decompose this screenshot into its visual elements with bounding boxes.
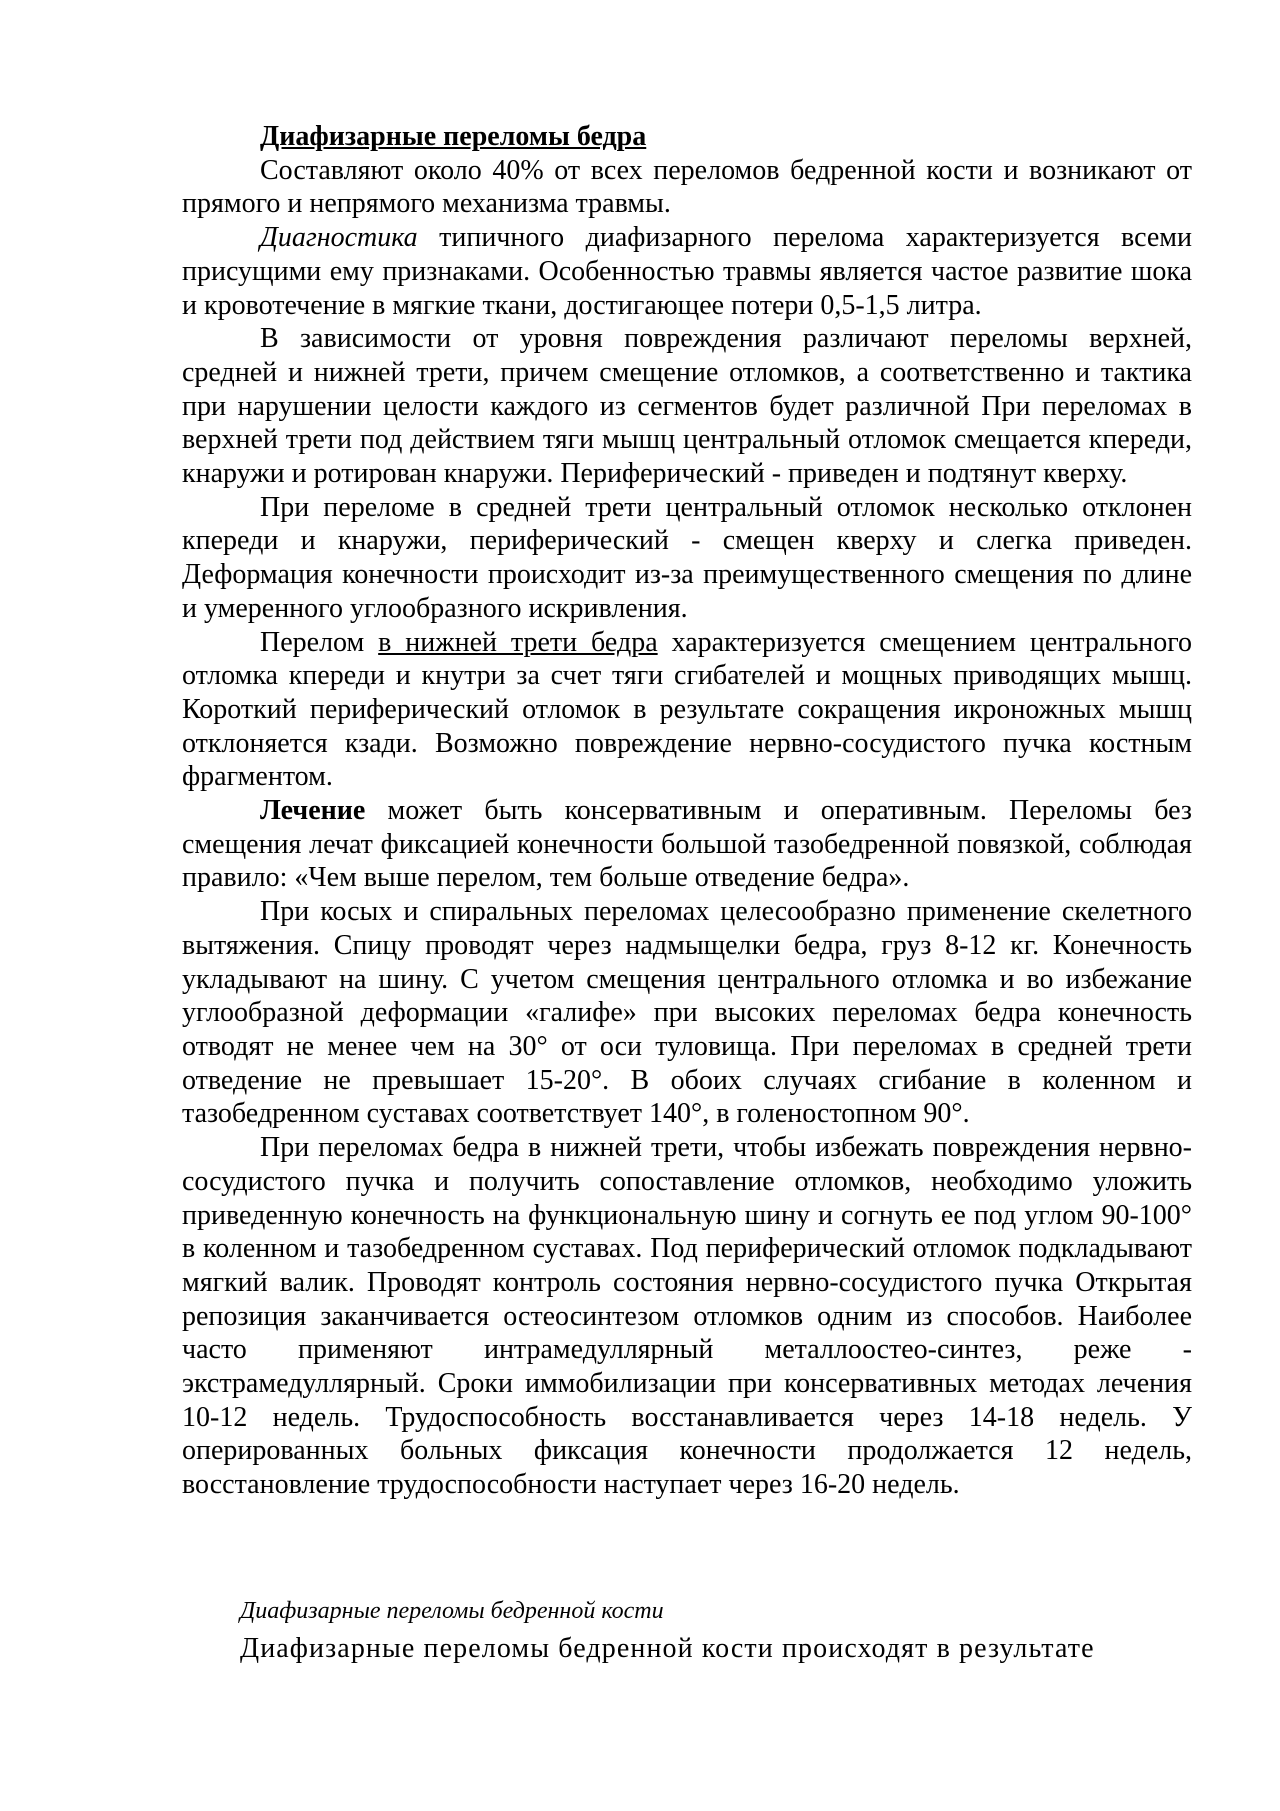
- paragraph-lower-third-treatment: При переломах бедра в нижней трети, чтобы избежать повреждения нервно-сосудистого пучка и получить сопоставление отломков, необходимо уложить приведенную конечность на функциональную шину и согнуть ее под углом 90-100° в коленном и тазобедренном суставах. Под периферический отломок подкладывают мягкий валик. Проводят контроль состояния нервно-сосудистого пучка Открытая репозиция заканчивается остеосинтезом отломков одним из способов. Наиболее часто применяют интрамедуллярный металлоостео-синтез, реже - экстрамедуллярный. Сроки иммобилизации при консервативных методах лечения 10-12 недель. Трудоспособность восстанавливается через 14-18 недель. У оперированных больных фиксация конечности продолжается 12 недель, восстановление трудоспособности наступает через 16-20 недель.: [182, 1132, 1192, 1501]
- paragraph-traction: При косых и спиральных переломах целесообразно применение скелетного вытяжения. Спицу проводят через надмыщелки бедра, груз 8-12 кг. Конечность укладывают на шину. С учетом смещения центрального отломка и во избежание углообразной деформации «галифе» при высоких переломах бедра конечность отводят не менее чем на 30° от оси туловища. При переломах в средней трети отведение не превышает 15-20°. В обоих случаях сгибание в коленном и тазобедренном суставах соответствует 140°, в голеностопном 90°.: [182, 896, 1192, 1130]
- paragraph-treatment: [182, 794, 1192, 895]
- paragraph-displacement: В зависимости от уровня повреждения различают переломы верхней, средней и нижней трети, причем смещение отломков, а соответственно и тактика при нарушении целости каждого из сегментов будет различной При переломах в верхней трети под действием тяги мышц центральный отломок смещается кпереди, кнаружи и ротирован кнаружи. Периферический - приведен и подтянут кверху.: [182, 323, 1192, 490]
- diagnostics-text: типичного диафизарного перелома характеризуется всеми присущими ему признаками. Особенностью травмы является частое развитие шока и кровотечение в мягкие ткани, достигающее потери 0,5-1,5 литра.: [182, 222, 1192, 321]
- lower-third-lead: Перелом: [260, 626, 379, 658]
- paragraph-middle-third: При переломе в средней трети центральный отломок несколько отклонен кпереди и кнаружи, периферический - смещен кверху и слегка приведен. Деформация конечности происходит из-за преимущественного смещения по длине и умеренного углообразного искривления.: [182, 491, 1192, 624]
- lower-third-text: характеризуется смещением центрального отломка кпереди и кнутри за счет тяги сгибателей и мощных приводящих мышц. Короткий периферический отломок в результате сокращения икроножных мышц отклоняется кзади. Возможно повреждение нервно-сосудистого пучка костным фрагментом.: [182, 626, 1193, 793]
- tail-line: Диафизарные переломы бедренной кости происходят в результате: [240, 1633, 1095, 1664]
- treatment-text: может быть консервативным и оперативным. Переломы без смещения лечат фиксацией конечности большой тазобедренной повязкой, соблюдая правило: «Чем выше перелом, тем больше отведение бедра».: [182, 795, 1192, 894]
- document-page: [182, 120, 1192, 1502]
- paragraph-diagnostics: [182, 221, 1192, 322]
- lower-third-underlined: в нижней трети бедра: [378, 626, 658, 658]
- paragraph-incidence: Составляют около 40% от всех переломов бедренной кости и возникают от прямого и непрямого механизма травмы.: [182, 154, 1192, 220]
- diagnostics-term: Диагностика: [260, 222, 418, 254]
- subheading: Диафизарные переломы бедренной кости: [240, 1598, 664, 1624]
- paragraph-lower-third: [182, 626, 1192, 795]
- section-title: Диафизарные переломы бедра: [260, 121, 647, 152]
- treatment-term: Лечение: [260, 795, 366, 827]
